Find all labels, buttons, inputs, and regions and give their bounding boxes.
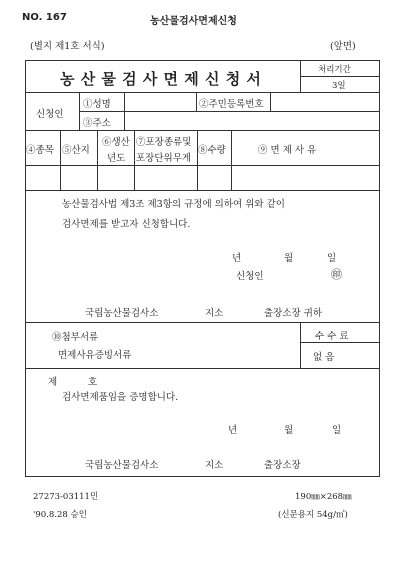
- processing-period-value: 3일: [332, 81, 346, 91]
- name-field-label: ①성명: [83, 99, 111, 110]
- seal-mark: ㊞: [331, 268, 342, 281]
- date-month: 월: [284, 253, 294, 264]
- col-divider-1: [60, 130, 61, 190]
- cert-number-prefix: 제: [48, 377, 58, 388]
- date-year: 년: [232, 253, 242, 264]
- resident-divider-left: [196, 92, 197, 111]
- resident-divider-right: [270, 92, 271, 111]
- address-field-label: ③주소: [83, 118, 111, 129]
- doc-number: NO. 167: [22, 12, 67, 23]
- footer-paper-type: (신문용지 54g/㎡): [278, 510, 348, 520]
- outer-left-border: [25, 60, 26, 477]
- statement-line-2: 검사면제를 받고자 신청합니다.: [62, 219, 191, 230]
- col-item-header: ④종목: [26, 145, 54, 156]
- cert-number-suffix: 호: [88, 377, 98, 388]
- office-name: 국립농산물검사소: [85, 308, 159, 319]
- cert-branch-label: 지소: [205, 460, 224, 471]
- fee-value: 없 음: [313, 352, 335, 363]
- applicant-bottom-line: [25, 130, 380, 131]
- fee-mid-line: [300, 342, 380, 343]
- attachments-label: ⑩첨부서류: [52, 332, 99, 343]
- main-title: 농 산 물 검 사 면 제 신 청 서: [60, 70, 262, 88]
- cert-date-day: 일: [332, 425, 342, 436]
- address-divider: [124, 111, 125, 130]
- applicant-label: 신청인: [36, 109, 64, 120]
- col-year-header-1: ⑥생산: [102, 137, 130, 148]
- top-title: 농산물검사면제신청: [150, 16, 237, 27]
- station-head-recipient: 출장소장 귀하: [264, 308, 323, 319]
- attachment-item: 면제사유증빙서류: [58, 350, 132, 361]
- cert-date-month: 월: [284, 425, 294, 436]
- footer-paper-size: 190㎜×268㎜: [295, 492, 352, 502]
- name-divider: [124, 92, 125, 111]
- footer-approval-date: '90.8.28 승인: [33, 510, 87, 520]
- col-origin-header: ⑤산지: [62, 145, 90, 156]
- col-divider-2: [97, 130, 98, 190]
- certification-text: 검사면제품임을 증명합니다.: [62, 392, 179, 403]
- resident-number-label: ②주민등록번호: [199, 99, 264, 110]
- outer-top-border: [25, 60, 380, 61]
- applicant-signature-label: 신청인: [236, 271, 264, 282]
- cert-date-year: 년: [228, 425, 238, 436]
- fee-label: 수 수 료: [315, 331, 349, 342]
- col-divider-5: [231, 130, 232, 190]
- cert-station-head: 출장소장: [264, 460, 301, 471]
- col-exemption-reason-header: ⑨ 면 제 사 유: [258, 145, 317, 156]
- col-package-header-2: 포장단위무게: [136, 153, 192, 164]
- date-day: 일: [327, 253, 337, 264]
- attachments-bottom-line: [25, 368, 380, 369]
- data-row-bottom-line: [25, 190, 380, 191]
- side-label: (앞면): [330, 41, 356, 52]
- branch-label: 지소: [205, 308, 224, 319]
- processing-period-label: 처리기간: [318, 65, 351, 75]
- form-reference: (별지 제1호 서식): [30, 41, 105, 52]
- col-package-header-1: ⑦포장종류및: [136, 137, 192, 148]
- col-year-header-2: 년도: [107, 153, 126, 164]
- footer-form-code: 27273-03111민: [33, 492, 99, 502]
- statement-bottom-line: [25, 322, 380, 323]
- fee-divider: [300, 322, 301, 368]
- header-bottom-line: [25, 165, 380, 166]
- statement-line-1: 농산물검사법 제3조 제3항의 규정에 의하여 위와 같이: [62, 199, 285, 210]
- col-quantity-header: ⑧수량: [198, 145, 226, 156]
- col-divider-3: [134, 130, 135, 190]
- processing-mid-line: [300, 76, 380, 77]
- cert-office-name: 국립농산물검사소: [85, 460, 159, 471]
- col-divider-4: [197, 130, 198, 190]
- outer-bottom-border: [25, 476, 380, 477]
- outer-right-border: [379, 60, 380, 477]
